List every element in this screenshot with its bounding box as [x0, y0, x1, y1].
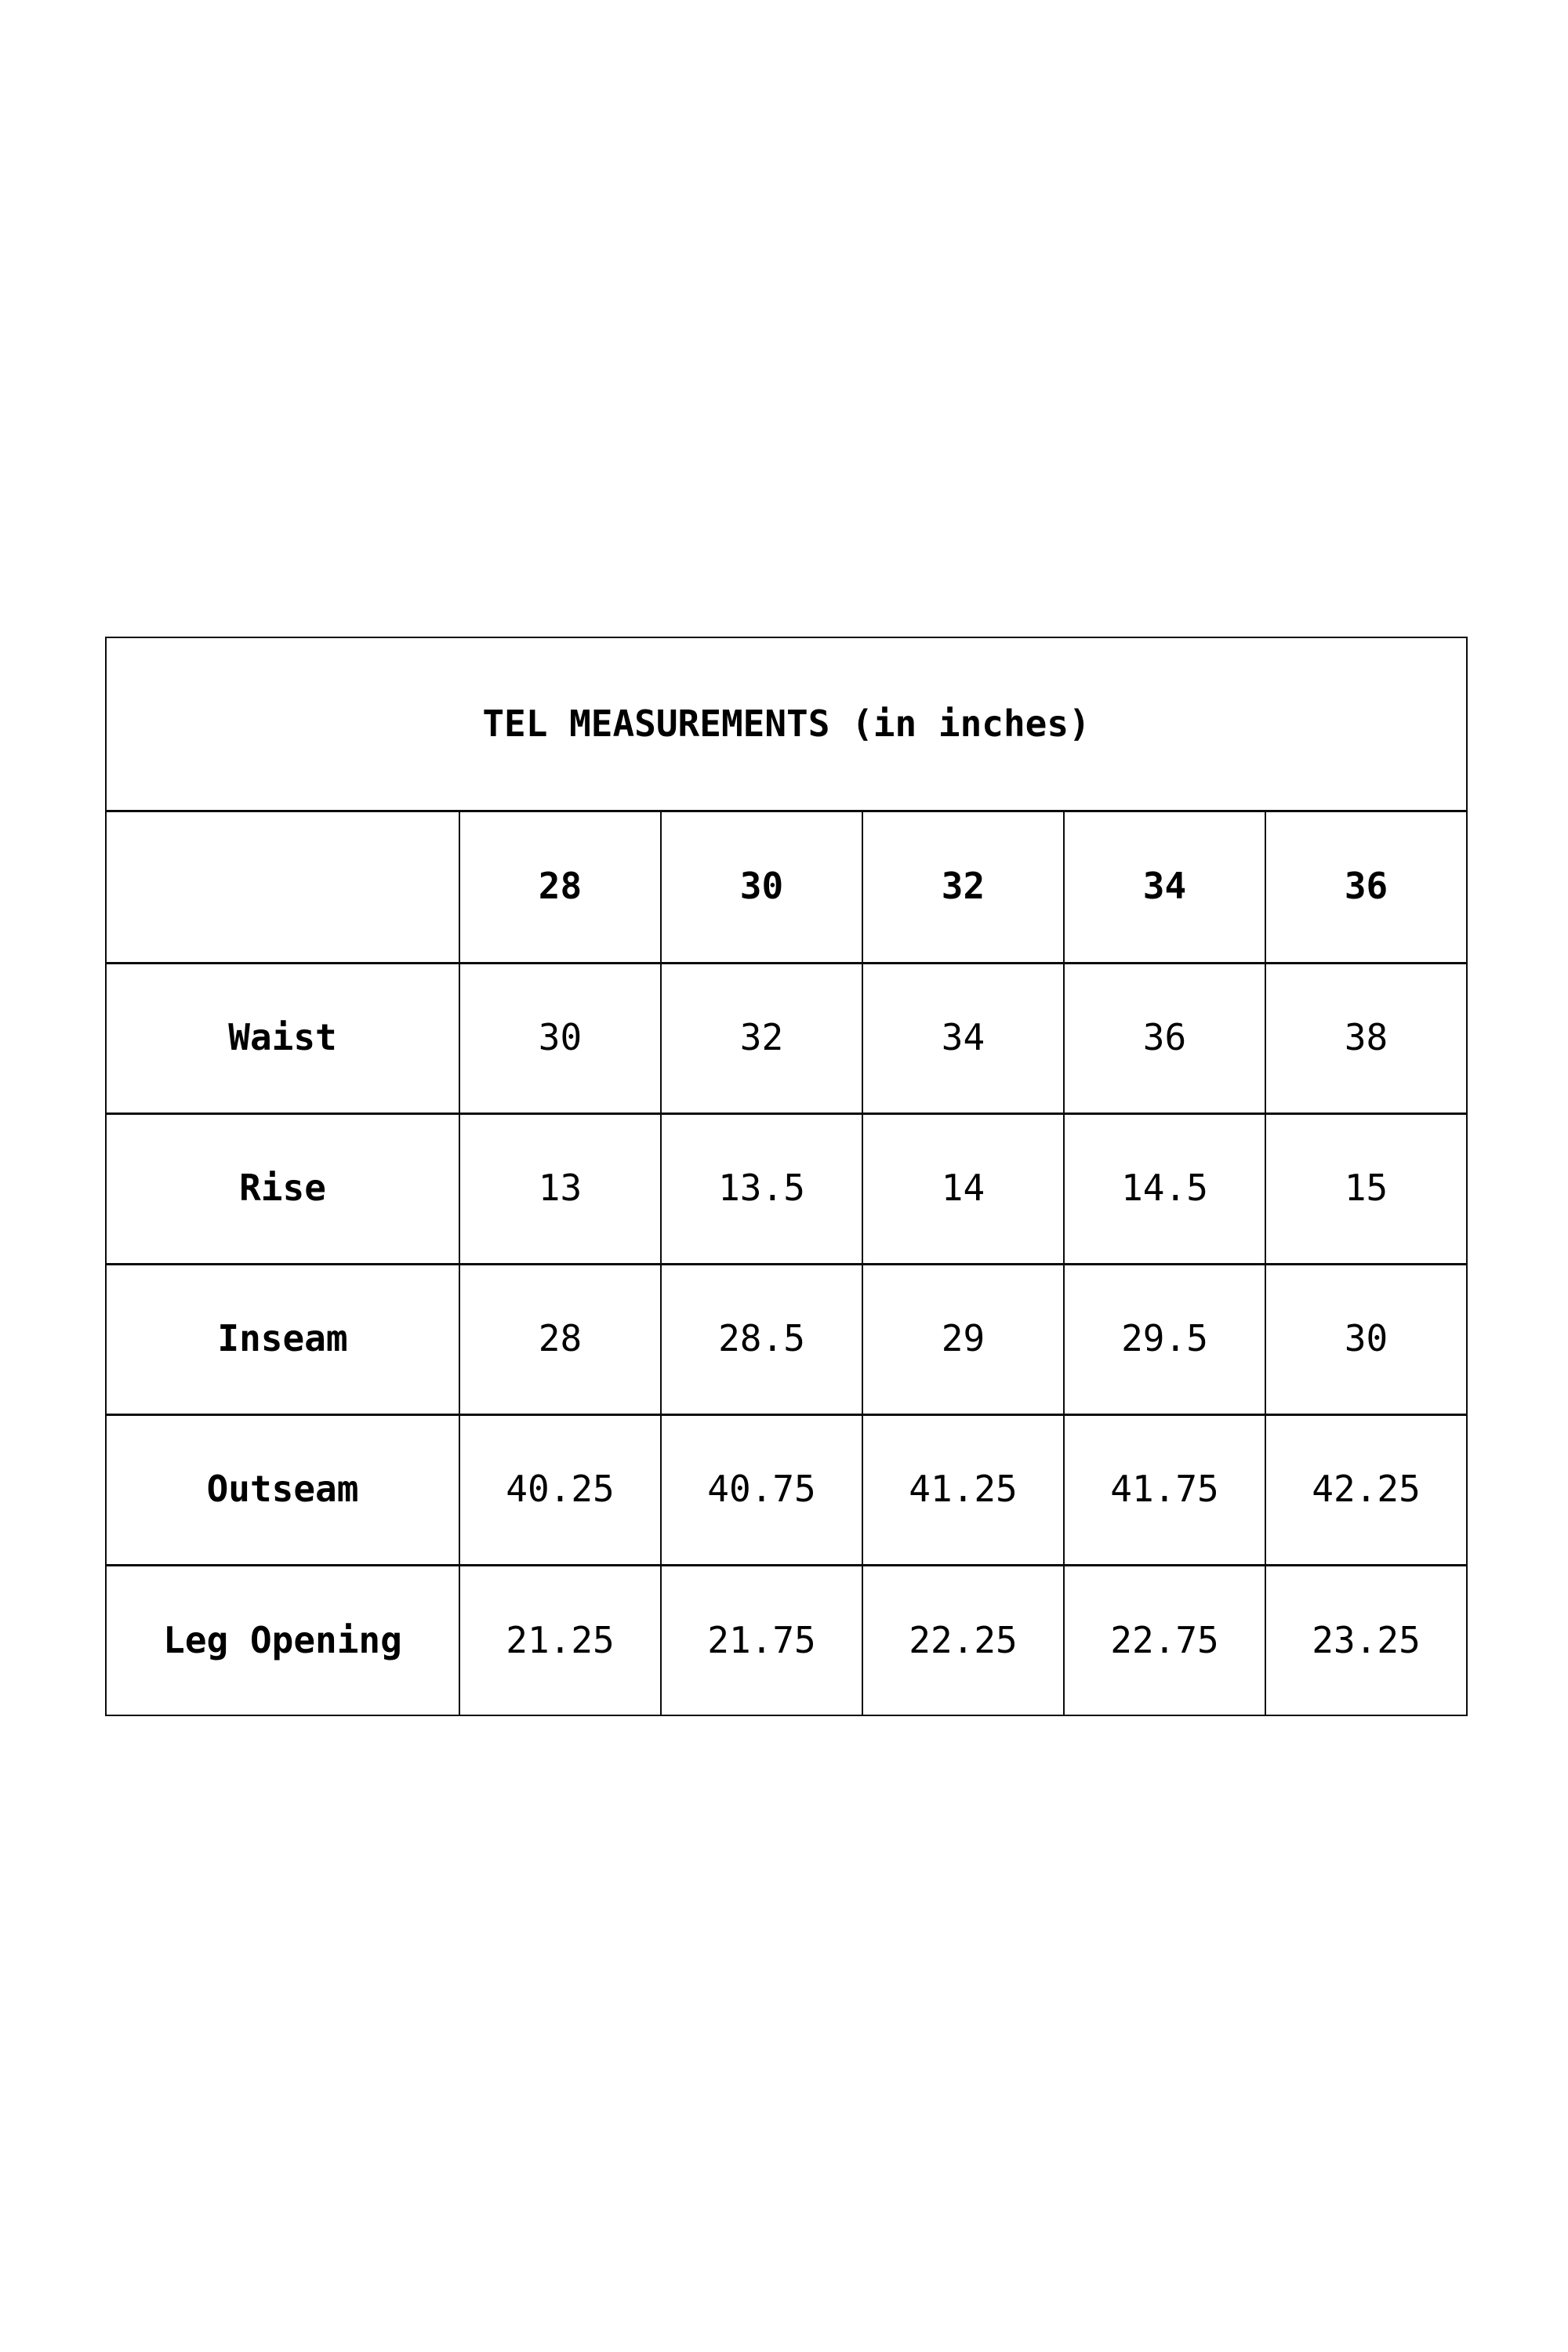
measurement-value: 28: [459, 1264, 661, 1414]
measurement-value: 14: [862, 1113, 1064, 1264]
measurement-value: 34: [862, 963, 1064, 1113]
measurement-value: 40.75: [661, 1414, 862, 1565]
measurement-value: 36: [1064, 963, 1265, 1113]
table-title: TEL MEASUREMENTS (in inches): [106, 637, 1467, 811]
row-label: Rise: [106, 1113, 459, 1264]
size-column-header: 30: [661, 811, 862, 963]
measurement-value: 15: [1265, 1113, 1467, 1264]
measurement-value: 38: [1265, 963, 1467, 1113]
table-row: [106, 963, 1467, 1113]
row-label: Inseam: [106, 1264, 459, 1414]
measurement-value: 32: [661, 963, 862, 1113]
measurement-value: 28.5: [661, 1264, 862, 1414]
measurement-value: 40.25: [459, 1414, 661, 1565]
size-column-header: 34: [1064, 811, 1265, 963]
measurement-value: 13: [459, 1113, 661, 1264]
size-header-row: [106, 811, 1467, 963]
table-row: [106, 1565, 1467, 1715]
row-label: Leg Opening: [106, 1565, 459, 1715]
row-label: Waist: [106, 963, 459, 1113]
measurement-value: 21.75: [661, 1565, 862, 1715]
title-row: [106, 637, 1467, 811]
measurement-value: 21.25: [459, 1565, 661, 1715]
measurement-value: 30: [1265, 1264, 1467, 1414]
measurement-value: 29: [862, 1264, 1064, 1414]
size-column-header: 28: [459, 811, 661, 963]
size-measurements-table: [105, 637, 1466, 1715]
measurement-value: 29.5: [1064, 1264, 1265, 1414]
measurement-value: 22.25: [862, 1565, 1064, 1715]
row-label: Outseam: [106, 1414, 459, 1565]
measurement-value: 30: [459, 963, 661, 1113]
measurement-value: 13.5: [661, 1113, 862, 1264]
measurement-value: 42.25: [1265, 1414, 1467, 1565]
measurement-value: 14.5: [1064, 1113, 1265, 1264]
corner-cell: [106, 811, 459, 963]
table-row: [106, 1414, 1467, 1565]
measurement-value: 41.75: [1064, 1414, 1265, 1565]
size-column-header: 32: [862, 811, 1064, 963]
size-column-header: 36: [1265, 811, 1467, 963]
measurement-value: 23.25: [1265, 1565, 1467, 1715]
table-row: [106, 1264, 1467, 1414]
table-row: [106, 1113, 1467, 1264]
measurement-value: 41.25: [862, 1414, 1064, 1565]
measurement-value: 22.75: [1064, 1565, 1265, 1715]
size-table: [105, 637, 1468, 1716]
